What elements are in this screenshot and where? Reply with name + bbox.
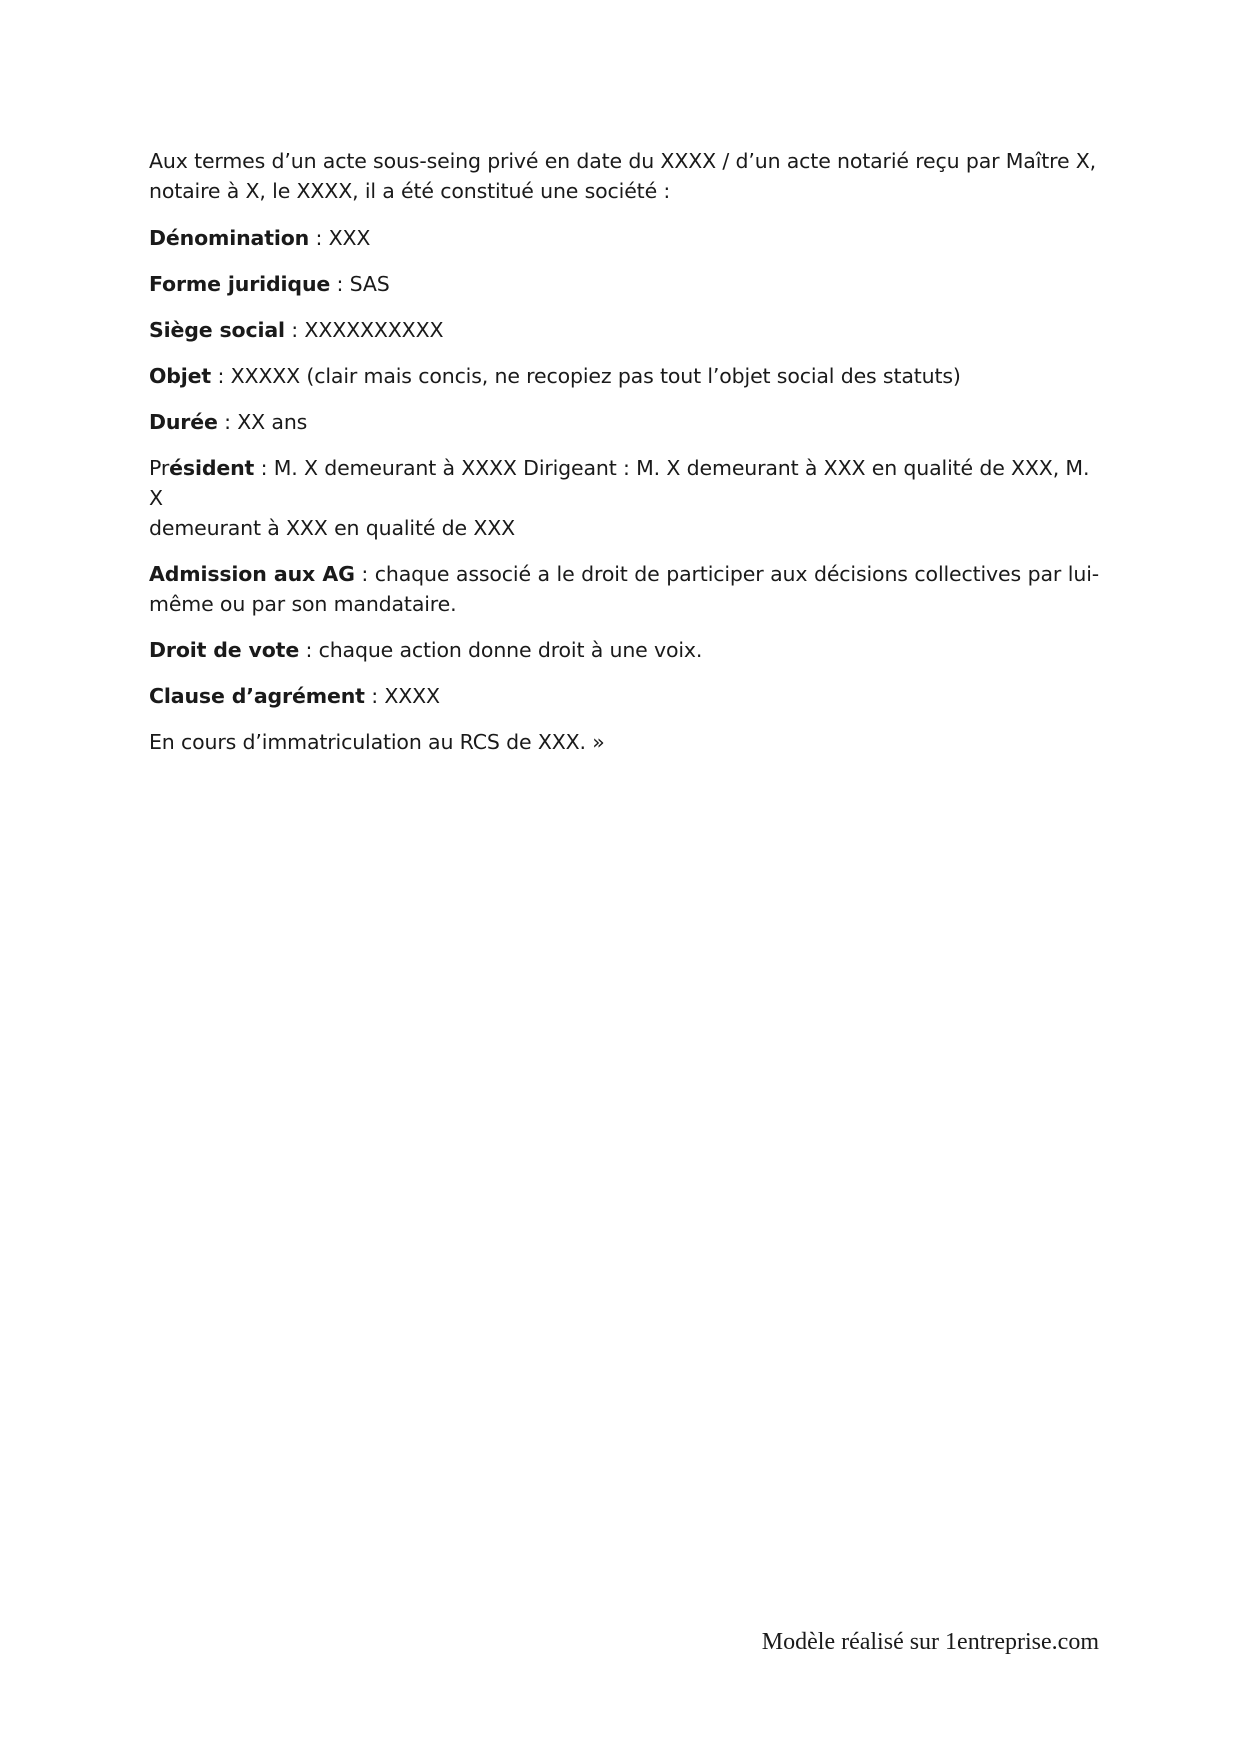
- forme-juridique-label: Forme juridique: [149, 272, 331, 296]
- droit-de-vote-label: Droit de vote: [149, 638, 300, 662]
- clause-agrement-label: Clause d’agrément: [149, 684, 365, 708]
- document-body: [149, 146, 1099, 773]
- president-value-line-2: demeurant à XXX en qualité de XXX: [149, 516, 516, 540]
- objet-label: Objet: [149, 364, 212, 388]
- field-droit-de-vote: [149, 635, 1099, 665]
- siege-social-value: : XXXXXXXXXX: [284, 318, 444, 342]
- footer-credit: Modèle réalisé sur 1entreprise.com: [761, 1629, 1099, 1655]
- field-president: [149, 453, 1099, 543]
- denomination-label: Dénomination: [149, 226, 310, 250]
- denomination-value: : XXX: [309, 226, 371, 250]
- admission-value: : chaque associé a le droit de participer aux décisions collectives par lui-même ou par son mandataire.: [149, 562, 1099, 616]
- field-clause-agrement: [149, 681, 1099, 711]
- president-value-line-1: : M. X demeurant à XXXX Dirigeant : M. X demeurant à XXX en qualité de XXX, M. X: [149, 456, 1090, 510]
- forme-juridique-value: : SAS: [330, 272, 390, 296]
- droit-de-vote-value: : chaque action donne droit à une voix.: [299, 638, 703, 662]
- president-label: ésident: [169, 456, 255, 480]
- field-objet: [149, 361, 1099, 391]
- president-label-prefix: Pr: [149, 456, 170, 480]
- field-denomination: [149, 223, 1099, 253]
- admission-label: Admission aux AG: [149, 562, 355, 586]
- closing-paragraph: En cours d’immatriculation au RCS de XXX. »: [149, 730, 605, 754]
- field-forme-juridique: [149, 269, 1099, 299]
- intro-line-2: notaire à X, le XXXX, il a été constitué une société :: [149, 179, 671, 203]
- intro-line-1: Aux termes d’un acte sous-seing privé en date du XXXX / d’un acte notarié reçu par Maître X,: [149, 149, 1097, 173]
- siege-social-label: Siège social: [149, 318, 285, 342]
- duree-label: Durée: [149, 410, 218, 434]
- field-duree: [149, 407, 1099, 437]
- field-admission: [149, 559, 1099, 619]
- field-siege-social: [149, 315, 1099, 345]
- duree-value: : XX ans: [217, 410, 308, 434]
- intro-paragraph: [149, 146, 1099, 206]
- objet-value: : XXXXX (clair mais concis, ne recopiez pas tout l’objet social des statuts): [211, 364, 961, 388]
- clause-agrement-value: : XXXX: [364, 684, 440, 708]
